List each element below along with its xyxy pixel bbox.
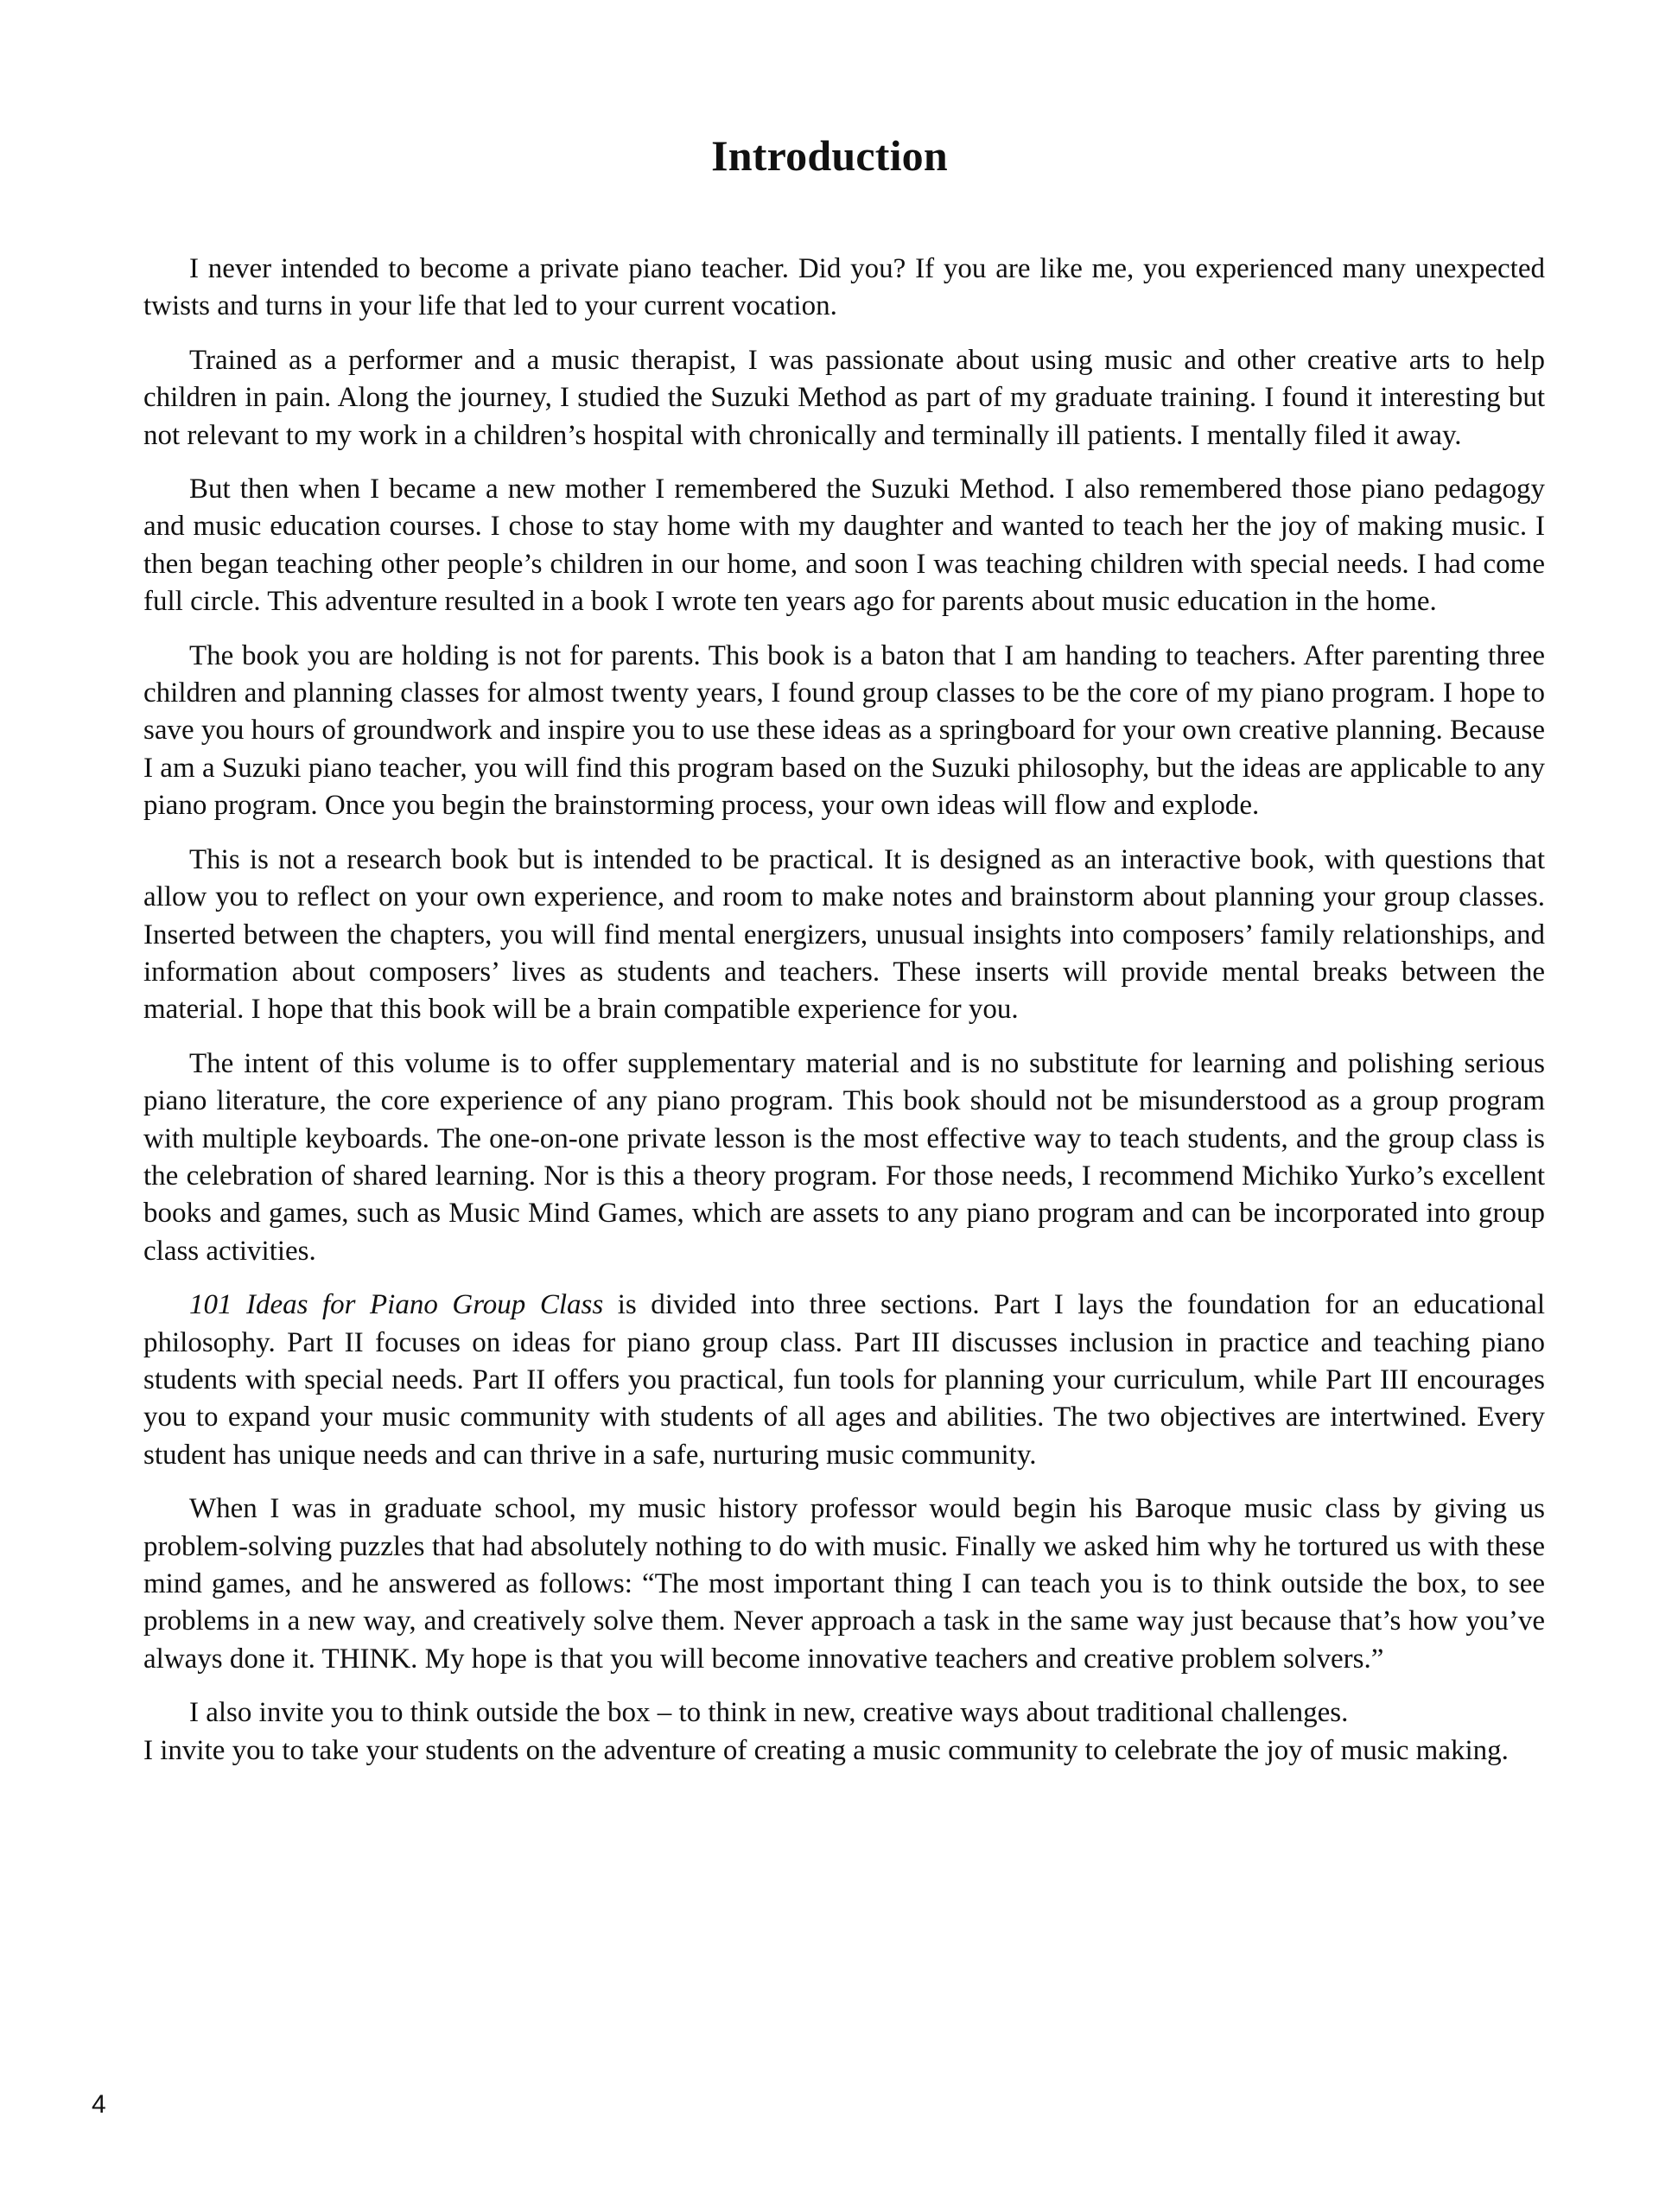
page-title: Introduction — [711, 131, 948, 180]
page-number: 4 — [92, 2090, 106, 2119]
paragraph-7-text: is divided into three sections. Part I lays the foundation for an educational philosophy. Part II focuses on ideas for piano group class. Part III discusses inclusion in practice and teaching piano students with special needs. Part II offers you practical, fun tools for planning your curriculum, while Part III encourages you to expand your music community with students of all ages and abilities. The two objectives are intertwined. Every student has unique needs and can thrive in a safe, nurturing music community. — [143, 1289, 1545, 1471]
paragraph-3: But then when I became a new mother I remembered the Suzuki Method. I also remembered those piano pedagogy and music education courses. I chose to stay home with my daughter and wanted to teach her the joy of making music. I then began teaching other people’s children in our home, and soon I was teaching children with special needs. I had come full circle. This adventure resulted in a book I wrote ten years ago for parents about music education in the home. — [143, 474, 1545, 618]
body-text — [143, 251, 1545, 1786]
paragraph-2: Trained as a performer and a music therapist, I was passionate about using music and other creative arts to help children in pain. Along the journey, I studied the Suzuki Method as part of my graduate training. I found it interesting but not relevant to my work in a children’s hospital with chronically and terminally ill patients. I mentally filed it away. — [143, 344, 1545, 451]
paragraph-4: The book you are holding is not for parents. This book is a baton that I am handing to teachers. After parenting three children and planning classes for almost twenty years, I found group classes to be the core of my piano program. I hope to save you hours of groundwork and inspire you to use these ideas as a springboard for your own creative planning. Because I am a Suzuki piano teacher, you will find this program based on the Suzuki philosophy, but the ideas are applicable to any piano program. Once you begin the brainstorming process, your own ideas will flow and explode. — [143, 639, 1545, 822]
paragraph-9-line-2: I invite you to take your students on the adventure of creating a music community to celebrate the joy of music making. — [143, 1734, 1509, 1766]
paragraph-9-line-1: I also invite you to think outside the box – to think in new, creative ways about traditional challenges. — [189, 1697, 1349, 1729]
book-title: 101 Ideas for Piano Group Class — [189, 1289, 604, 1321]
paragraph-9 — [143, 1694, 1545, 1770]
paragraph-5: This is not a research book but is intended to be practical. It is designed as an interactive book, with questions that allow you to reflect on your own experience, and room to make notes and brainstorm about planning your group classes. Inserted between the chapters, you will find mental energizers, unusual insights into composers’ family relationships, and information about composers’ lives as students and teachers. These inserts will provide mental breaks between the material. I hope that this book will be a brain compatible experience for you. — [143, 843, 1545, 1026]
paragraph-8: When I was in graduate school, my music history professor would begin his Baroque music class by giving us problem-solving puzzles that had absolutely nothing to do with music. Finally we asked him why he tortured us with these mind games, and he answered as follows: “The most important thing I can teach you is to think outside the box, to see problems in a new way, and creatively solve them. Never approach a task in the same way just because that’s how you’ve always done it. THINK. My hope is that you will become innovative teachers and creative problem solvers.” — [143, 1493, 1545, 1675]
paragraph-7 — [143, 1287, 1545, 1474]
paragraph-6: The intent of this volume is to offer supplementary material and is no substitute for learning and polishing serious piano literature, the core experience of any piano program. This book should not be misunderstood as a group program with multiple keyboards. The one-on-one private lesson is the most effective way to teach students, and the group class is the celebration of shared learning. Nor is this a theory program. For those needs, I recommend Michiko Yurko’s excellent books and games, such as Music Mind Games, which are assets to any piano program and can be incorporated into group class activities. — [143, 1047, 1545, 1267]
paragraph-1: I never intended to become a private piano teacher. Did you? If you are like me, you experienced many unexpected twists and turns in your life that led to your current vocation. — [143, 253, 1545, 322]
